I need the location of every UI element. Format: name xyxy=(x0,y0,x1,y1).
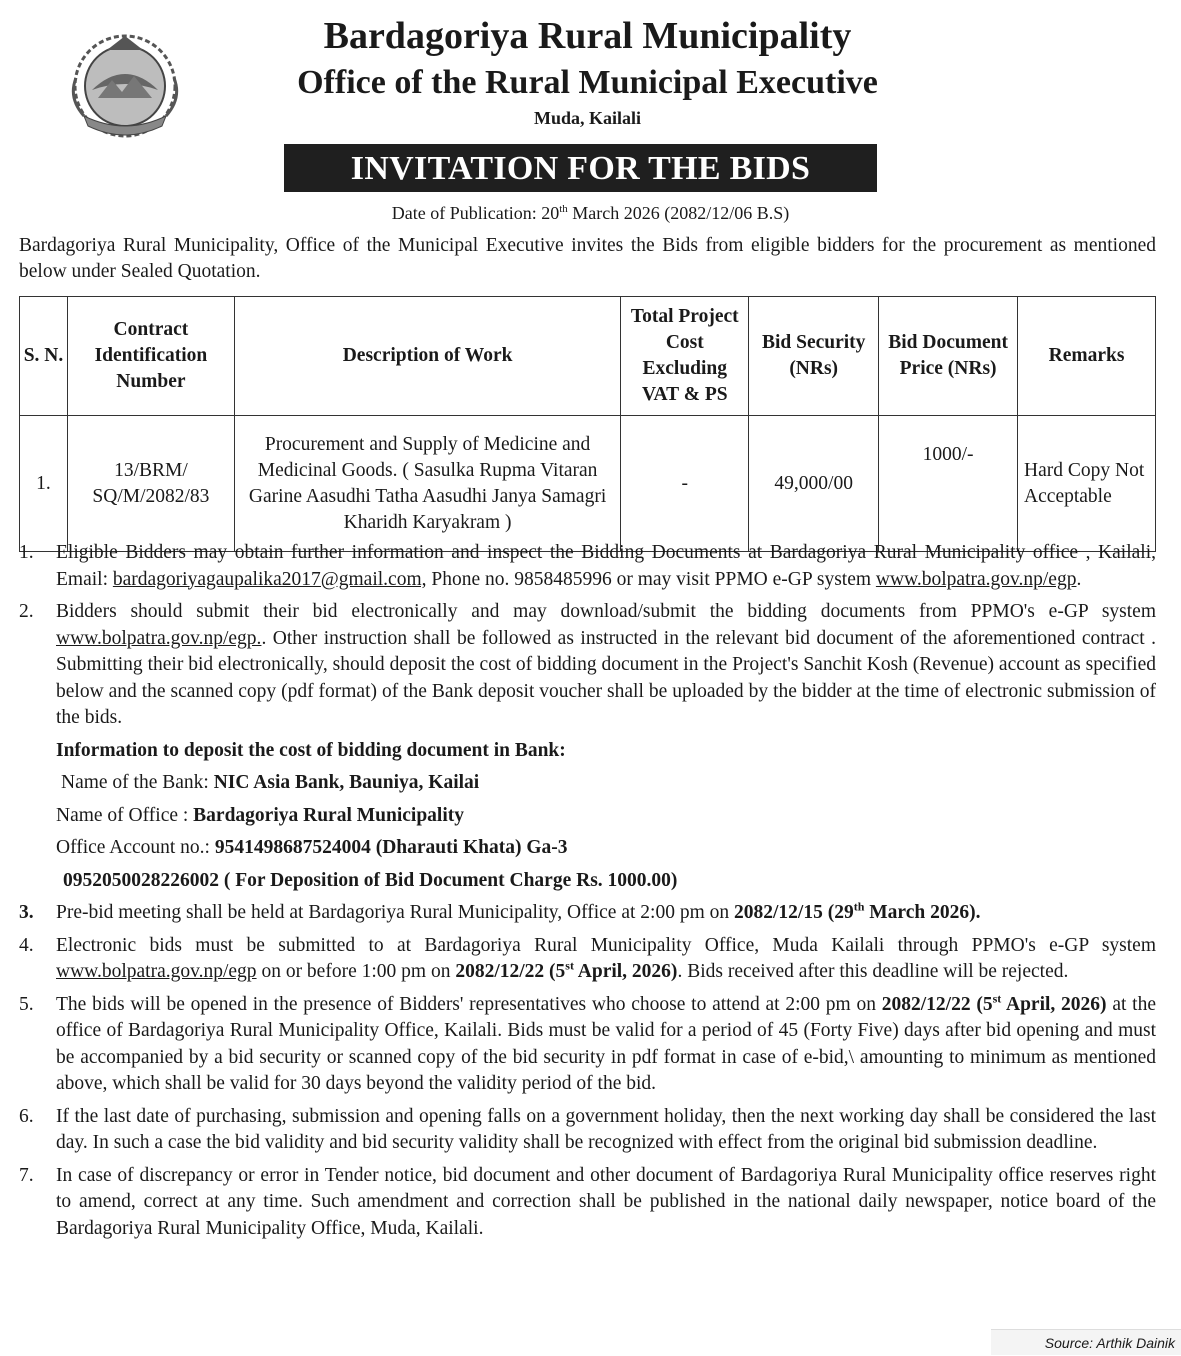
col-header-sn: S. N. xyxy=(20,297,68,416)
office-location: Muda, Kailali xyxy=(533,108,641,128)
office-title: Office of the Rural Municipal Executive xyxy=(297,64,878,101)
office-name: Name of Office : Bardagoriya Rural Municipality xyxy=(56,804,465,826)
egp-link[interactable]: www.bolpatra.gov.np/egp xyxy=(56,961,257,982)
bank-info-heading: Information to deposit the cost of bidding document in Bank: xyxy=(56,739,566,761)
col-header-total-cost: Total Project Cost Excluding VAT & PS xyxy=(621,297,749,416)
col-header-remarks: Remarks xyxy=(1018,297,1156,416)
cell-bid-security: 49,000/00 xyxy=(749,416,879,552)
cell-description: Procurement and Supply of Medicine and Medicinal Goods. ( Sasulka Rupma Vitaran Garine Aasudhi Tatha Aasudhi Janya Samagri Kharidh Karyakram ) xyxy=(234,416,620,552)
list-item: 7. In case of discrepancy or error in Tender notice, bid document and other document of Bardagoriya Rural Municipality office reserves right to amend, correct at any time. Such amendment and correction shall be published in the national daily newspaper, notice board of the Bardagoriya Rural Municipality Office, Muda, Kailali. xyxy=(19,1164,1156,1239)
list-item: 5. The bids will be opened in the presence of Bidders' representatives who choose to attend at 2:00 pm on 2082/12/22 (5st April, 2026) at the office of Bardagoriya Rural Municipality Office, Kailali. Bids must be valid for a period of 45 (Forty Five) days after bid opening and must be accompanied by a bid security or scanned copy of the bid security in pdf format in case of e-bid,\ amounting to minimum as mentioned above, which shall be valid for 30 days beyond the validity period of the bid. xyxy=(19,991,1156,1094)
email-link[interactable]: bardagoriyagaupalika2017@gmail.com, xyxy=(112,568,427,590)
col-header-doc-price: Bid Document Price (NRs) xyxy=(879,297,1018,416)
conditions-list xyxy=(19,540,1156,1248)
cell-total-cost: - xyxy=(621,416,749,552)
egp-link[interactable]: www.bolpatra.gov.np/egp xyxy=(875,568,1077,590)
table-header-row xyxy=(20,297,1156,416)
col-header-contract-id: Contract Identification Number xyxy=(67,297,234,416)
list-item: 3. Pre-bid meeting shall be held at Bardagoriya Rural Municipality, Office at 2:00 pm on 2082/12/15 (29th March 2026). xyxy=(19,899,981,923)
source-credit: Source: Arthik Dainik xyxy=(991,1329,1181,1355)
bank-info xyxy=(19,738,1156,895)
account-number: Office Account no.: 9541498687524004 (Dharauti Khata) Ga-3 xyxy=(56,837,568,858)
account-number-2: 0952050028226002 ( For Deposition of Bid Document Charge Rs. 1000.00) xyxy=(63,869,678,891)
municipality-title: Bardagoriya Rural Municipality xyxy=(323,15,852,57)
intro-paragraph: Bardagoriya Rural Municipality, Office of the Municipal Executive invites the Bids from eligible bidders for the procurement as mentioned below under Sealed Quotation. xyxy=(19,235,1156,282)
cell-sn: 1. xyxy=(20,416,68,552)
cell-doc-price: 1000/- xyxy=(879,416,1018,552)
list-item: 6. If the last date of purchasing, submission and opening falls on a government holiday, then the next working day shall be considered the last day. In such a case the bid validity and bid security validity shall be recognized with effect from the original bid submission deadline. xyxy=(19,1105,1156,1153)
egp-link[interactable]: www.bolpatra.gov.np/egp. xyxy=(56,627,262,649)
cell-remarks: Hard Copy Not Acceptable xyxy=(1018,416,1156,552)
list-item: 4. Electronic bids must be submitted to at Bardagoriya Rural Municipality Office, Muda Kailali through PPMO's e-GP system www.bolpatra.gov.np/egp on or before 1:00 pm on 2082/12/22 (5st April, 2026). Bids received after this deadline will be rejected. xyxy=(19,934,1156,982)
col-header-bid-security: Bid Security (NRs) xyxy=(749,297,879,416)
notice-banner: INVITATION FOR THE BIDS xyxy=(284,144,877,192)
table-row xyxy=(20,416,1156,552)
col-header-description: Description of Work xyxy=(234,297,620,416)
publication-date: Date of Publication: 20th March 2026 (2082/12/06 B.S) xyxy=(391,203,790,223)
bid-table xyxy=(19,296,1156,552)
bank-name: Name of the Bank: NIC Asia Bank, Bauniya, Kailai xyxy=(61,772,480,793)
cell-contract-id: 13/BRM/ SQ/M/2082/83 xyxy=(67,416,234,552)
list-item: 2. Bidders should submit their bid electronically and may download/submit the bidding documents from PPMO's e-GP system www.bolpatra.gov.np/egp.. Other instruction shall be followed as instructed in the relevant bid document of the aforementioned contract . Submitting their bid electronically, should deposit the cost of bidding document in the Project's Sanchit Kosh (Revenue) account as specified below and the scanned copy (pdf format) of the Bank deposit voucher shall be uploaded by the bidder at the time of electronic submission of the bids. xyxy=(19,601,1156,728)
list-item: 1. Eligible Bidders may obtain further information and inspect the Bidding Documents at Bardagoriya Rural Municipality office , Kailali, Email: bardagoriyagaupalika2017@gmail.com, Phone no. 9858485996 or may visit PPMO e-GP system www.bolpatra.gov.np/egp. xyxy=(19,542,1156,590)
